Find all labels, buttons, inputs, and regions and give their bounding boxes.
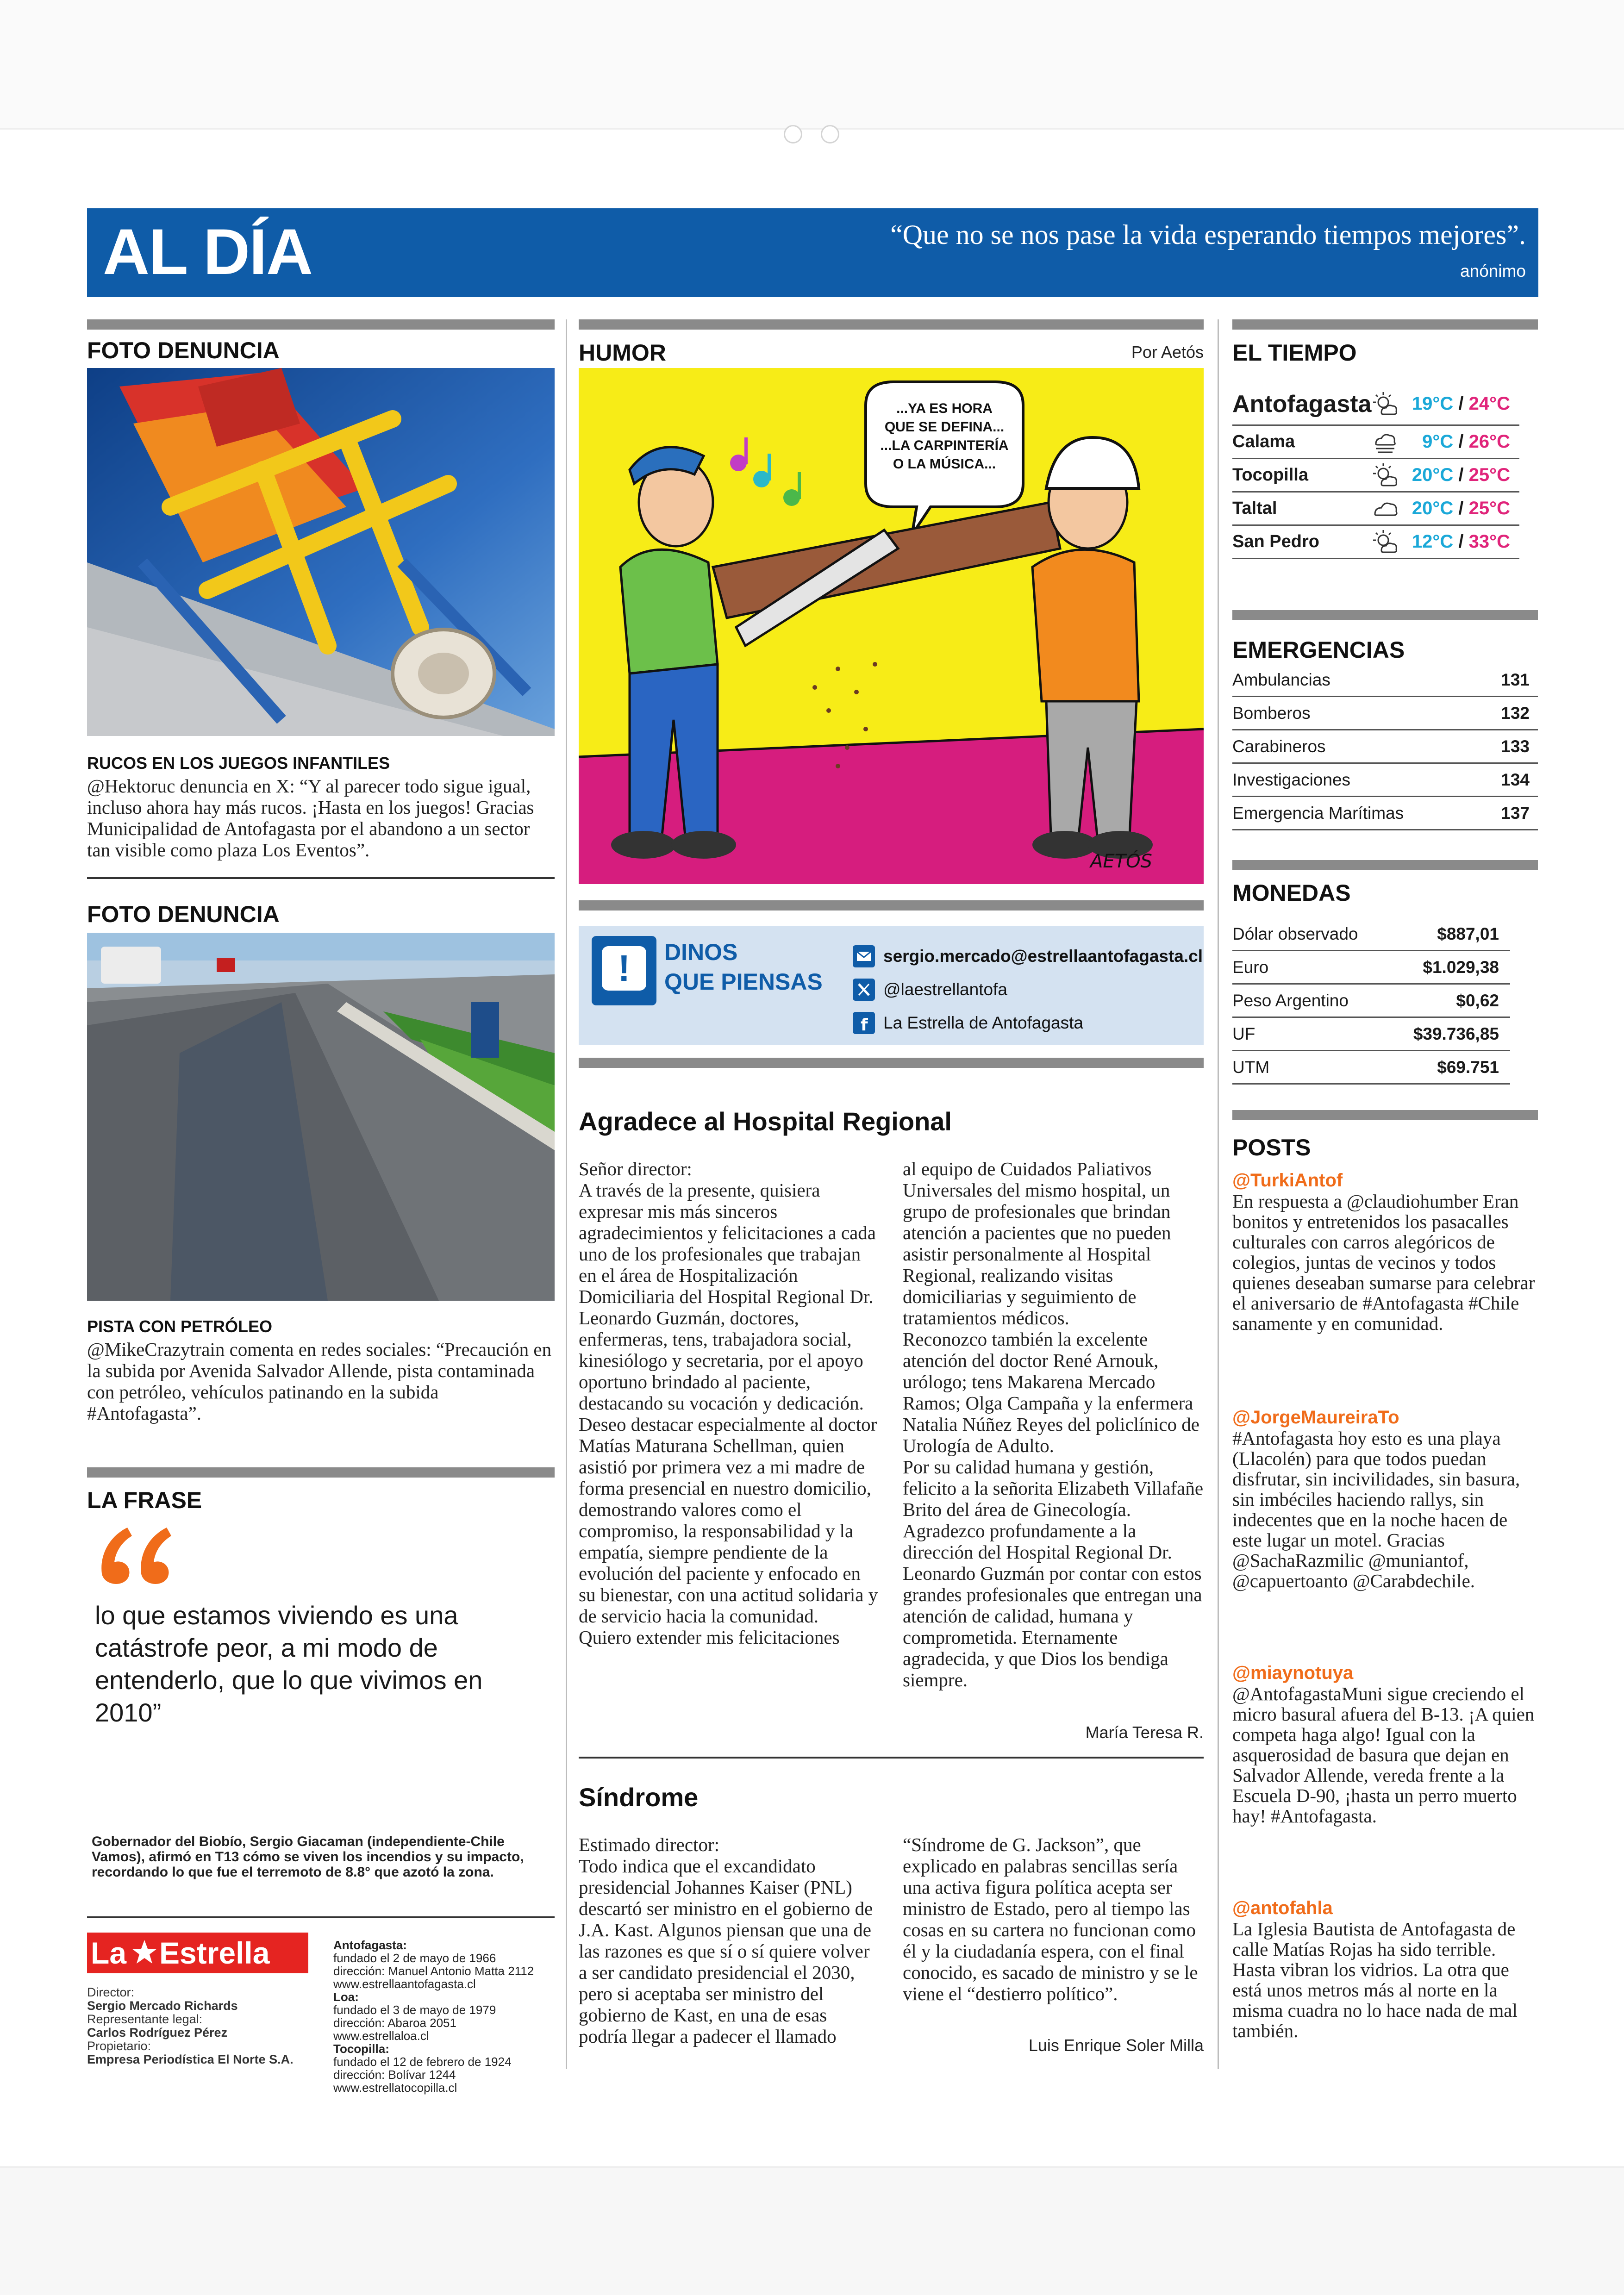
weather-temp: 12°C / 33°C bbox=[1412, 531, 1510, 552]
post-text: @AntofagastaMuni sigue creciendo el micro basural afuera del B-13. ¡A quien competa haga algo! Igual con la asquerosidad de basura que dejan en Salvador Allende, vereda frente a la Escuela D-90, ¡hasta un perro muerto hay! #Antofagasta. bbox=[1232, 1683, 1535, 1827]
weather-row bbox=[1232, 493, 1519, 526]
foto1-photo bbox=[87, 368, 555, 736]
legal-name: Carlos Rodríguez Pérez bbox=[87, 2026, 228, 2039]
edition-web[interactable]: www.estrellaantofagasta.cl bbox=[333, 1977, 476, 1991]
temp-max: 33°C bbox=[1468, 531, 1510, 552]
weather-temp: 19°C / 24°C bbox=[1412, 393, 1510, 414]
temp-min: 20°C bbox=[1412, 498, 1454, 518]
frase-section-title: LA FRASE bbox=[87, 1487, 202, 1513]
column-separator bbox=[1218, 319, 1219, 2069]
post-text: La Iglesia Bautista de Antofagasta de calle Matías Rojas ha sido terrible. Hasta vibran los vidrios. La otra que está unos metros más al norte en la misma cuadra no lo hace nada de mal también. bbox=[1232, 1918, 1518, 2041]
temp-min: 20°C bbox=[1412, 465, 1454, 485]
column-rule bbox=[579, 1058, 1204, 1068]
page-bottom-bar bbox=[0, 2166, 1624, 2295]
newspaper-logo: La Estrella bbox=[87, 1933, 308, 1973]
temp-max: 26°C bbox=[1468, 431, 1510, 452]
weather-temp: 20°C / 25°C bbox=[1412, 465, 1510, 485]
foto2-text: @MikeCrazytrain comenta en redes sociales: “Precaución en la subida por Avenida Salvador Allende, pista contaminada con petróleo, vehículos patinando en la subida #Antofagasta”. bbox=[87, 1339, 552, 1424]
foto1-headline: RUCOS EN LOS JUEGOS INFANTILES bbox=[87, 754, 390, 773]
page-top-bar bbox=[0, 0, 1624, 130]
emergency-number[interactable]: 137 bbox=[1501, 803, 1530, 823]
post-item bbox=[1232, 1407, 1538, 1591]
column-rule bbox=[87, 319, 555, 330]
temp-min: 19°C bbox=[1412, 393, 1454, 414]
temp-min: 12°C bbox=[1412, 531, 1454, 552]
divider bbox=[87, 1916, 555, 1918]
edition-founded: fundado el 3 de mayo de 1979 bbox=[333, 2003, 496, 2017]
emergency-number[interactable]: 134 bbox=[1501, 770, 1530, 789]
edition-city: Antofagasta: bbox=[333, 1938, 407, 1952]
email-contact[interactable]: sergio.mercado@estrellaantofagasta.cl bbox=[853, 940, 1203, 973]
dinos-title: DINOS QUE PIENSAS bbox=[664, 939, 823, 995]
column-rule bbox=[1232, 1110, 1538, 1120]
post-text: #Antofagasta hoy esto es una playa (Llacolén) para que todos puedan disfrutar, sin incivilidades, sin basura, sin imbéciles haciendo rallys, sin indecentes que en la noche hacen de este lugar un motel. Gracias @SachaRazmilic @muniantof, @capuertoanto @Carabdechile. bbox=[1232, 1428, 1520, 1591]
quote-mark-icon bbox=[95, 1523, 174, 1595]
weather-row bbox=[1232, 459, 1519, 493]
edition-address: dirección: Bolívar 1244 bbox=[333, 2068, 456, 2082]
divider bbox=[87, 877, 555, 879]
temp-max: 25°C bbox=[1468, 498, 1510, 518]
x-contact[interactable]: @laestrellantofa bbox=[853, 973, 1203, 1006]
weather-row bbox=[1232, 383, 1519, 426]
edition-city: Loa: bbox=[333, 1990, 359, 2004]
legal-label: Representante legal: bbox=[87, 2012, 203, 2026]
column-rule bbox=[579, 319, 1204, 330]
post-text: En respuesta a @claudiohumber Eran bonitos y entretenidos los pasacalles culturales con carros alegóricos de colegios, juntas de vecinos y todos quienes deseaban sumarse para celebrar el aniversario de #Antofagasta #Chile sanamente y en comunidad. bbox=[1232, 1191, 1535, 1334]
post-handle[interactable]: @antofahla bbox=[1232, 1898, 1333, 1918]
post-item bbox=[1232, 1663, 1538, 1826]
emergency-number[interactable]: 133 bbox=[1501, 736, 1530, 756]
column-rule bbox=[1232, 319, 1538, 330]
humor-byline: Por Aetós bbox=[1131, 343, 1204, 362]
temp-min: 9°C bbox=[1422, 431, 1454, 452]
sun-cloud-icon bbox=[1371, 390, 1399, 418]
weather-temp: 9°C / 26°C bbox=[1422, 431, 1510, 452]
column-separator bbox=[566, 319, 567, 2069]
frase-quote: lo que estamos viviendo es una catástrofe peor, a mi modo de entenderlo, que lo que vivimos en 2010” bbox=[95, 1601, 483, 1727]
post-handle[interactable]: @TurkiAntof bbox=[1232, 1170, 1343, 1191]
masthead-credits bbox=[87, 1986, 294, 2066]
letter1-col2: al equipo de Cuidados Paliativos Universales del mismo hospital, un grupo de profesionales que brindan atención a pacientes que no pueden asistir personalmente al Hospital Regional, realizando visitas domiciliarias y seguimiento de tratamientos médicos. Reconozco también la excelente atención del doctor René Arnouk, urólogo; tens Makarena Mercado Ramos; Olga Campaña y la enfermera Natalia Núñez Reyes del policlínico de Urología de Adulto. Por su calidad humana y gestión, felicito a la señorita Elizabeth Villafañe Brito del área de Ginecología. Agradezco profundamente a la dirección del Hospital Regional Dr. Leonardo Guzmán por contar con estos grandes profesionales que entregan una atención de calidad, humana y comprometida. Eternamente agradecida, y que Dios los bendiga siempre. bbox=[903, 1158, 1204, 1690]
weather-city: Antofagasta bbox=[1232, 390, 1372, 418]
weather-table bbox=[1232, 383, 1519, 559]
currency-row: UF $39.736,85 bbox=[1232, 1018, 1510, 1051]
weather-city: Calama bbox=[1232, 432, 1295, 451]
emergency-row: Investigaciones 134 bbox=[1232, 764, 1538, 797]
edition-web[interactable]: www.estrellaloa.cl bbox=[333, 2029, 429, 2043]
sun-cloud-icon bbox=[1371, 528, 1399, 556]
foto2-headline: PISTA CON PETRÓLEO bbox=[87, 1317, 273, 1336]
dinos-contacts bbox=[853, 940, 1203, 1040]
banner-author: anónimo bbox=[1460, 262, 1526, 281]
edition-web[interactable]: www.estrellatocopilla.cl bbox=[333, 2081, 457, 2095]
edition-address: dirección: Abaroa 2051 bbox=[333, 2016, 456, 2030]
sun-cloud-icon bbox=[1371, 461, 1399, 489]
humor-section-title: HUMOR bbox=[579, 340, 666, 366]
currency-row: UTM $69.751 bbox=[1232, 1051, 1510, 1085]
letter1-title: Agradece al Hospital Regional bbox=[579, 1107, 952, 1136]
email-icon bbox=[853, 945, 875, 967]
masthead-editions bbox=[333, 1939, 556, 2094]
x-logo-icon bbox=[853, 979, 875, 1001]
director-name: Sergio Mercado Richards bbox=[87, 1999, 238, 2013]
weather-row bbox=[1232, 426, 1519, 459]
divider bbox=[579, 1757, 1204, 1759]
post-handle[interactable]: @JorgeMaureiraTo bbox=[1232, 1407, 1399, 1428]
weather-temp: 20°C / 25°C bbox=[1412, 498, 1510, 518]
facebook-contact[interactable]: f La Estrella de Antofagasta bbox=[853, 1006, 1203, 1040]
currency-value: $1.029,38 bbox=[1423, 957, 1499, 977]
weather-city: Taltal bbox=[1232, 499, 1277, 518]
cartoon-speech-bubble: ...YA ES HORA QUE SE DEFINA... ...LA CARPINTERÍA O LA MÚSICA... bbox=[880, 401, 1009, 472]
exclamation-icon: ! bbox=[592, 936, 656, 1005]
foto2-section-title: FOTO DENUNCIA bbox=[87, 901, 280, 927]
edition-founded: fundado el 12 de febrero de 1924 bbox=[333, 2055, 512, 2069]
letter1-signature: María Teresa R. bbox=[1085, 1723, 1204, 1742]
weather-row bbox=[1232, 526, 1519, 559]
weather-section-title: EL TIEMPO bbox=[1232, 340, 1357, 366]
letter2-title: Síndrome bbox=[579, 1783, 699, 1812]
cloud-fog-icon bbox=[1371, 428, 1399, 456]
emergency-row: Ambulancias 131 bbox=[1232, 664, 1538, 697]
director-label: Director: bbox=[87, 1985, 135, 1999]
letter2-signature: Luis Enrique Soler Milla bbox=[1028, 2036, 1204, 2055]
column-rule bbox=[1232, 610, 1538, 620]
currency-value: $39.736,85 bbox=[1413, 1024, 1499, 1043]
letter2-col1: Estimado director: Todo indica que el excandidato presidencial Johannes Kaiser (PNL) descartó ser ministro en el gobierno de J.A. Kast. Algunos piensan que una de las razones es que sí o sí quiere volver a ser candidato presidencial el 2030, pero si aceptaba ser ministro del gobierno de Kast, en una de esas podría llegar a padecer el llamado bbox=[579, 1834, 873, 2047]
currency-value: $69.751 bbox=[1437, 1057, 1499, 1077]
column-rule bbox=[579, 900, 1204, 911]
letter2-col2: “Síndrome de G. Jackson”, que explicado en palabras sencillas sería una activa figura política acepta ser ministro de Estado, pero al tiempo las cosas en su cartera no funcionan como él y la ciudadanía espera, con el final conocido, es sacado de ministro y se le viene el “destierro político”. bbox=[903, 1834, 1198, 2004]
currency-value: $887,01 bbox=[1437, 924, 1499, 943]
temp-max: 25°C bbox=[1468, 465, 1510, 485]
currency-row: Peso Argentino $0,62 bbox=[1232, 985, 1510, 1018]
edition-founded: fundado el 2 de mayo de 1966 bbox=[333, 1951, 496, 1965]
emergencias-table bbox=[1232, 664, 1538, 830]
owner-label: Propietario: bbox=[87, 2039, 151, 2053]
star-icon bbox=[131, 1939, 157, 1965]
currency-row: Dólar observado $887,01 bbox=[1232, 918, 1510, 951]
foto1-text: @Hektoruc denuncia en X: “Y al parecer todo sigue igual, incluso ahora hay más rucos. ¡Hasta en los juegos! Gracias Municipalidad de Antofagasta por el abandono a un sector tan visible como plaza Los Eventos”. bbox=[87, 775, 534, 861]
posts-section-title: POSTS bbox=[1232, 1135, 1311, 1160]
monedas-table bbox=[1232, 918, 1510, 1085]
currency-row: Euro $1.029,38 bbox=[1232, 951, 1510, 985]
emergency-number[interactable]: 131 bbox=[1501, 670, 1530, 689]
frase-attribution: Gobernador del Biobío, Sergio Giacaman (independiente-Chile Vamos), afirmó en T13 cómo se viven los incendios y su impacto, recordando lo que fue el terremoto de 8.8° que azotó la zona. bbox=[92, 1834, 524, 1880]
banner-quote: “Que no se nos pase la vida esperando tiempos mejores”. bbox=[890, 219, 1526, 250]
column-rule bbox=[1232, 860, 1538, 870]
emergency-number[interactable]: 132 bbox=[1501, 703, 1530, 723]
cloud-icon bbox=[1371, 495, 1399, 523]
post-item bbox=[1232, 1898, 1538, 2041]
edition-city: Tocopilla: bbox=[333, 2042, 389, 2056]
post-handle[interactable]: @miaynotuya bbox=[1232, 1663, 1354, 1683]
weather-city: San Pedro bbox=[1232, 532, 1319, 551]
owner-name: Empresa Periodística El Norte S.A. bbox=[87, 2052, 294, 2066]
foto1-section-title: FOTO DENUNCIA bbox=[87, 337, 280, 363]
currency-value: $0,62 bbox=[1456, 991, 1499, 1010]
post-item bbox=[1232, 1170, 1538, 1334]
emergency-row: Emergencia Marítimas 137 bbox=[1232, 797, 1538, 830]
prev-page-icon[interactable] bbox=[784, 125, 802, 143]
next-page-icon[interactable] bbox=[821, 125, 839, 143]
edition-address: dirección: Manuel Antonio Matta 2112 bbox=[333, 1964, 534, 1978]
svg-text:f: f bbox=[861, 1016, 868, 1034]
letter1-col1: Señor director: A través de la presente, quisiera expresar mis más sinceros agradecimientos y felicitaciones a cada uno de los profesionales que trabajan en el área de Hospitalización Domiciliaria del Hospital Regional Dr. Leonardo Guzmán, doctores, enfermeras, tens, trabajadora social, kinesiólogo y secretaria, por el apoyo oportuno brindado al paciente, destacando su vocación y dedicación. Deseo destacar especialmente al doctor Matías Maturana Schellman, quien asistió por primera vez a mi madre de forma presencial en nuestro domicilio, demostrando valores como el compromiso, la responsabilidad y la empatía, siempre pendiente de la evolución del paciente y enfocado en su bienestar, con una actitud solidaria y de servicio hacia la comunidad. Quiero extender mis felicitaciones bbox=[579, 1158, 878, 1648]
temp-max: 24°C bbox=[1468, 393, 1510, 414]
emergency-row: Carabineros 133 bbox=[1232, 730, 1538, 764]
foto2-photo bbox=[87, 933, 555, 1301]
section-title: AL DÍA bbox=[103, 215, 312, 288]
weather-city: Tocopilla bbox=[1232, 465, 1308, 485]
monedas-section-title: MONEDAS bbox=[1232, 880, 1351, 906]
facebook-icon bbox=[853, 1012, 875, 1034]
emergency-row: Bomberos 132 bbox=[1232, 697, 1538, 730]
emergencias-section-title: EMERGENCIAS bbox=[1232, 637, 1405, 663]
cartoon-signature: AETÓS bbox=[1090, 851, 1152, 872]
column-rule bbox=[87, 1467, 555, 1478]
